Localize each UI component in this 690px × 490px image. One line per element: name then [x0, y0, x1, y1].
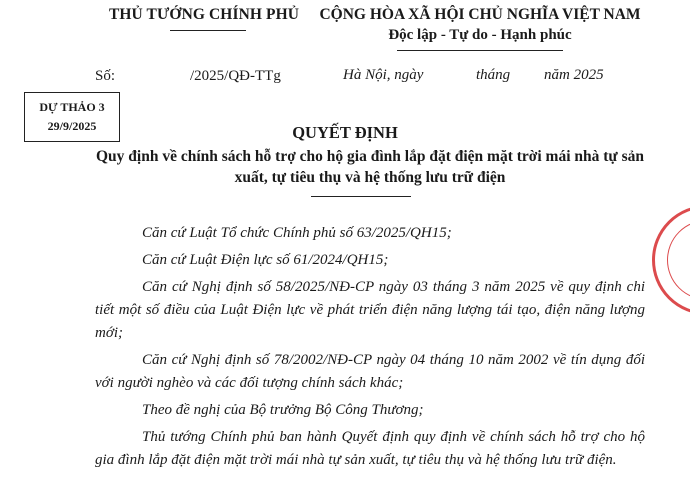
basis-paragraph: Theo đề nghị của Bộ trưởng Bộ Công Thương;	[142, 402, 424, 418]
motto-underline	[397, 50, 563, 51]
document-subtitle: Quy định về chính sách hỗ trợ cho hộ gia đình lắp đặt điện mặt trời mái nhà tự sản xuất, tự tiêu thụ và hệ thống lưu trữ điện	[96, 148, 644, 186]
red-seal-stamp	[652, 205, 690, 315]
date-year: năm 2025	[544, 67, 604, 83]
issuer-name: THỦ TƯỚNG CHÍNH PHỦ	[108, 6, 300, 23]
national-motto: Độc lập - Tự do - Hạnh phúc	[388, 27, 572, 43]
subtitle-underline	[311, 196, 411, 197]
basis-paragraph: Căn cứ Luật Điện lực số 61/2024/QH15;	[142, 252, 389, 268]
doc-number-label: Số:	[95, 68, 116, 84]
place-day: Hà Nội, ngày	[343, 67, 424, 83]
basis-paragraph: Căn cứ Nghị định số 78/2002/NĐ-CP ngày 04 tháng 10 năm 2002 về tín dụng đối với người nghèo và các đối tượng chính sách khác;	[95, 352, 645, 391]
place-date	[343, 67, 604, 84]
legal-basis	[95, 222, 645, 476]
basis-paragraph: Căn cứ Nghị định số 58/2025/NĐ-CP ngày 03 tháng 3 năm 2025 về quy định chi tiết một số điều của Luật Điện lực về phát triển điện năng lượng tái tạo, điện năng lượng mới;	[95, 279, 645, 341]
national-title: CỘNG HÒA XÃ HỘI CHỦ NGHĨA VIỆT NAM	[319, 6, 641, 23]
draft-date: 29/9/2025	[47, 119, 97, 133]
basis-paragraph: Căn cứ Luật Tổ chức Chính phủ số 63/2025/QH15;	[142, 225, 452, 241]
doc-number-code: /2025/QĐ-TTg	[190, 68, 281, 84]
document-title: QUYẾT ĐỊNH	[292, 123, 398, 142]
issuer-underline	[170, 30, 246, 31]
basis-paragraph: Thủ tướng Chính phủ ban hành Quyết định quy định về chính sách hỗ trợ cho hộ gia đình lắp đặt điện mặt trời mái nhà tự sản xuất, tự tiêu thụ và hệ thống lưu trữ điện.	[95, 429, 645, 468]
date-month: tháng	[476, 67, 511, 83]
draft-label: DỰ THẢO 3	[39, 100, 105, 114]
seal-inner-ring	[667, 220, 690, 300]
